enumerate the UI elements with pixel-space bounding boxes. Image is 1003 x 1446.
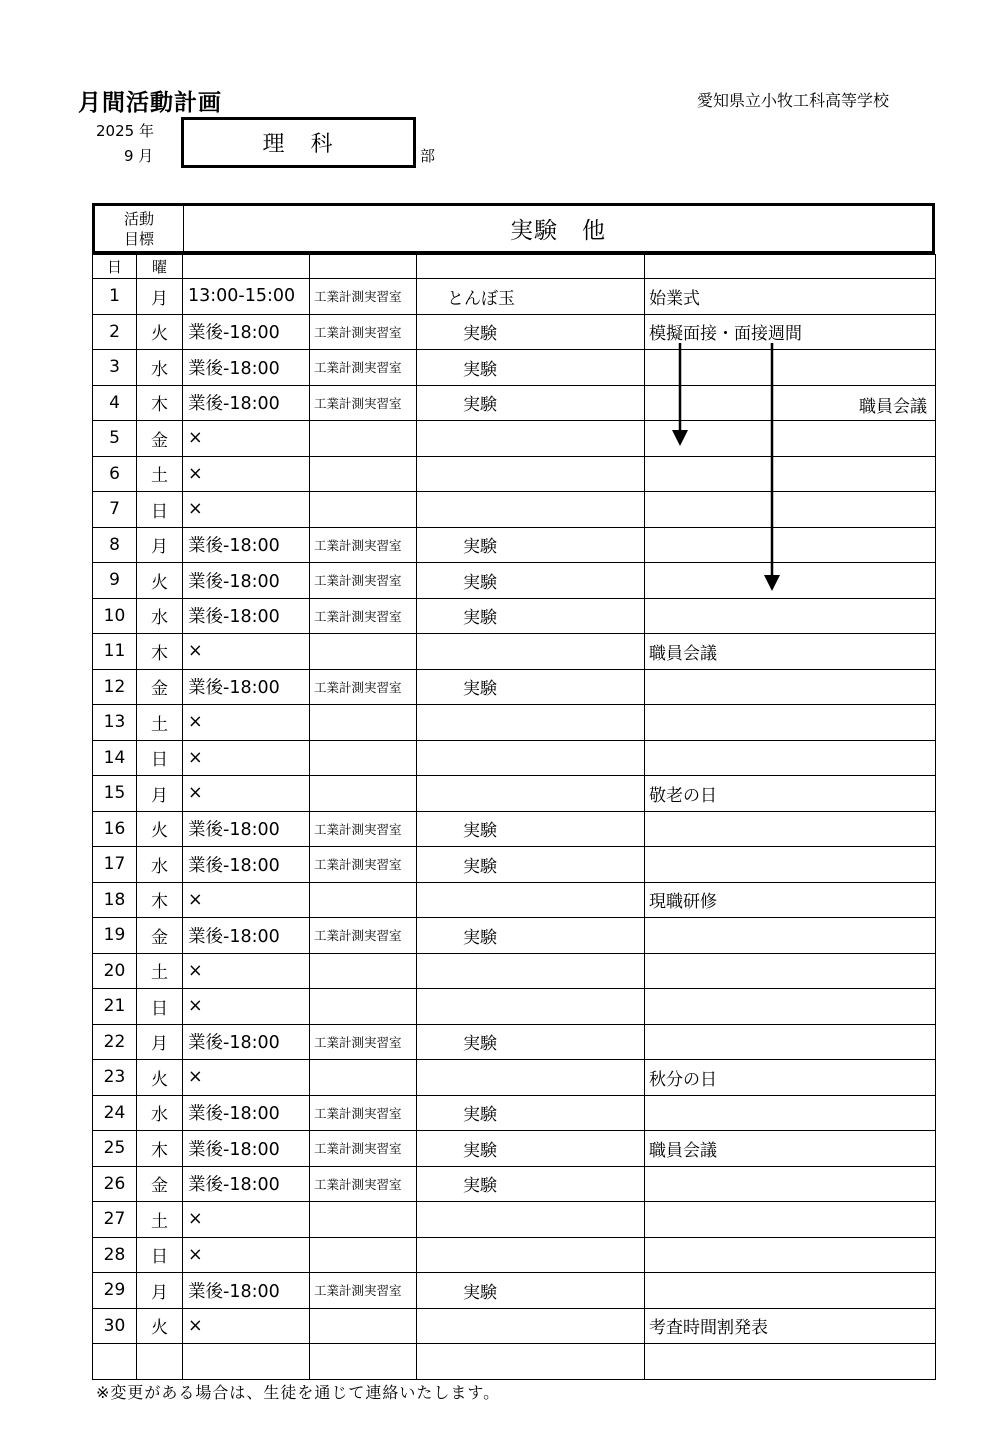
place-cell [310, 456, 417, 492]
event-cell: 職員会議 [645, 634, 936, 670]
day-cell: 10 [93, 598, 137, 634]
header-place [310, 255, 417, 279]
day-cell: 26 [93, 1166, 137, 1202]
event-cell [645, 527, 936, 563]
time-cell: 業後-18:00 [183, 811, 310, 847]
weekday-cell: 水 [137, 847, 183, 883]
activity-cell [417, 1060, 645, 1096]
weekday-cell: 火 [137, 1060, 183, 1096]
event-cell: 職員会議 [645, 1131, 936, 1167]
day-cell: 23 [93, 1060, 137, 1096]
year-label: 2025 年 [96, 122, 154, 140]
table-row [93, 918, 936, 954]
table-row [93, 811, 936, 847]
place-cell [310, 1308, 417, 1344]
day-cell: 25 [93, 1131, 137, 1167]
event-cell [645, 350, 936, 386]
table-row [93, 669, 936, 705]
activity-cell [417, 705, 645, 741]
table-row [93, 385, 936, 421]
place-cell [310, 1202, 417, 1238]
weekday-cell: 金 [137, 421, 183, 457]
time-cell: × [183, 421, 310, 457]
weekday-cell: 火 [137, 1308, 183, 1344]
event-cell [645, 456, 936, 492]
day-cell: 4 [93, 385, 137, 421]
event-cell: 秋分の日 [645, 1060, 936, 1096]
weekday-cell [137, 1344, 183, 1380]
table-row [93, 563, 936, 599]
month-label: 9 月 [124, 147, 154, 165]
time-cell: 業後-18:00 [183, 598, 310, 634]
time-cell: 13:00-15:00 [183, 279, 310, 315]
day-cell: 22 [93, 1024, 137, 1060]
place-cell: 工業計測実習室 [310, 314, 417, 350]
day-cell: 24 [93, 1095, 137, 1131]
day-cell: 7 [93, 492, 137, 528]
table-row [93, 705, 936, 741]
place-cell [310, 1237, 417, 1273]
day-cell: 9 [93, 563, 137, 599]
event-cell [645, 1095, 936, 1131]
activity-cell: 実験 [417, 350, 645, 386]
table-row [93, 492, 936, 528]
activity-cell [417, 882, 645, 918]
weekday-cell: 日 [137, 492, 183, 528]
place-cell: 工業計測実習室 [310, 350, 417, 386]
time-cell: × [183, 456, 310, 492]
event-cell [645, 989, 936, 1025]
day-cell: 11 [93, 634, 137, 670]
weekday-cell: 水 [137, 598, 183, 634]
table-row [93, 350, 936, 386]
activity-cell: 実験 [417, 563, 645, 599]
activity-cell: 実験 [417, 314, 645, 350]
activity-cell: 実験 [417, 811, 645, 847]
school-name: 愛知県立小牧工科高等学校 [697, 91, 890, 110]
place-cell [310, 634, 417, 670]
time-cell: × [183, 989, 310, 1025]
time-cell: × [183, 1308, 310, 1344]
place-cell: 工業計測実習室 [310, 918, 417, 954]
table-row [93, 314, 936, 350]
place-cell [310, 882, 417, 918]
place-cell [310, 492, 417, 528]
table-row [93, 740, 936, 776]
time-cell: 業後-18:00 [183, 314, 310, 350]
time-cell: 業後-18:00 [183, 527, 310, 563]
table-row [93, 847, 936, 883]
weekday-cell: 火 [137, 314, 183, 350]
weekday-cell: 金 [137, 669, 183, 705]
weekday-cell: 土 [137, 705, 183, 741]
day-cell [93, 1344, 137, 1380]
activity-goal-label [95, 206, 184, 251]
weekday-cell: 水 [137, 1095, 183, 1131]
event-cell [645, 421, 936, 457]
time-cell [183, 1344, 310, 1380]
weekday-cell: 火 [137, 811, 183, 847]
table-row [93, 421, 936, 457]
event-cell [645, 598, 936, 634]
side-note-staff-meeting: 職員会議 [859, 397, 927, 417]
time-cell: 業後-18:00 [183, 918, 310, 954]
event-cell [645, 1024, 936, 1060]
place-cell: 工業計測実習室 [310, 563, 417, 599]
activity-goal-box [92, 203, 935, 254]
schedule-table-body [93, 255, 936, 1380]
time-cell: × [183, 1202, 310, 1238]
weekday-cell: 金 [137, 1166, 183, 1202]
table-row [93, 1166, 936, 1202]
event-cell [645, 669, 936, 705]
weekday-cell: 日 [137, 740, 183, 776]
activity-cell [417, 1237, 645, 1273]
day-cell: 8 [93, 527, 137, 563]
time-cell: × [183, 1060, 310, 1096]
place-cell [310, 421, 417, 457]
event-cell [645, 1237, 936, 1273]
header-weekday: 曜 [137, 255, 183, 279]
table-row [93, 776, 936, 812]
time-cell: × [183, 492, 310, 528]
place-cell: 工業計測実習室 [310, 598, 417, 634]
event-cell [645, 1273, 936, 1309]
place-cell: 工業計測実習室 [310, 811, 417, 847]
time-cell: 業後-18:00 [183, 669, 310, 705]
event-cell: 敬老の日 [645, 776, 936, 812]
place-cell [310, 740, 417, 776]
time-cell: × [183, 740, 310, 776]
place-cell: 工業計測実習室 [310, 1095, 417, 1131]
day-cell: 1 [93, 279, 137, 315]
event-cell [645, 1166, 936, 1202]
table-row [93, 953, 936, 989]
activity-cell [417, 1344, 645, 1380]
place-cell: 工業計測実習室 [310, 1131, 417, 1167]
event-cell [645, 1344, 936, 1380]
time-cell: 業後-18:00 [183, 847, 310, 883]
place-cell: 工業計測実習室 [310, 669, 417, 705]
table-row [93, 1095, 936, 1131]
event-cell: 考査時間割発表 [645, 1308, 936, 1344]
time-cell: 業後-18:00 [183, 1024, 310, 1060]
time-cell: × [183, 776, 310, 812]
day-cell: 6 [93, 456, 137, 492]
table-row [93, 1060, 936, 1096]
day-cell: 29 [93, 1273, 137, 1309]
weekday-cell: 土 [137, 456, 183, 492]
day-cell: 16 [93, 811, 137, 847]
weekday-cell: 土 [137, 953, 183, 989]
day-cell: 18 [93, 882, 137, 918]
activity-cell [417, 1308, 645, 1344]
weekday-cell: 月 [137, 1024, 183, 1060]
weekday-cell: 火 [137, 563, 183, 599]
place-cell [310, 953, 417, 989]
day-cell: 21 [93, 989, 137, 1025]
activity-cell [417, 740, 645, 776]
department-suffix: 部 [420, 147, 436, 165]
activity-cell [417, 456, 645, 492]
activity-cell [417, 421, 645, 457]
place-cell: 工業計測実習室 [310, 527, 417, 563]
header-day: 日 [93, 255, 137, 279]
activity-cell: 実験 [417, 1024, 645, 1060]
table-row [93, 1273, 936, 1309]
day-cell: 30 [93, 1308, 137, 1344]
place-cell: 工業計測実習室 [310, 1024, 417, 1060]
activity-cell: 実験 [417, 527, 645, 563]
activity-cell: 実験 [417, 847, 645, 883]
table-row [93, 1237, 936, 1273]
event-cell: 始業式 [645, 279, 936, 315]
event-cell: 模擬面接・面接週間 [645, 314, 936, 350]
time-cell: 業後-18:00 [183, 1166, 310, 1202]
place-cell: 工業計測実習室 [310, 1166, 417, 1202]
weekday-cell: 水 [137, 350, 183, 386]
place-cell: 工業計測実習室 [310, 1273, 417, 1309]
table-row [93, 882, 936, 918]
weekday-cell: 金 [137, 918, 183, 954]
time-cell: 業後-18:00 [183, 1131, 310, 1167]
event-cell [645, 563, 936, 599]
activity-cell [417, 634, 645, 670]
activity-cell: 実験 [417, 1166, 645, 1202]
table-row [93, 989, 936, 1025]
time-cell: × [183, 1237, 310, 1273]
activity-cell: 実験 [417, 669, 645, 705]
day-cell: 2 [93, 314, 137, 350]
table-row [93, 456, 936, 492]
day-cell: 20 [93, 953, 137, 989]
time-cell: × [183, 953, 310, 989]
place-cell: 工業計測実習室 [310, 847, 417, 883]
activity-goal-text: 実験 他 [510, 218, 606, 244]
weekday-cell: 木 [137, 385, 183, 421]
activity-cell: 実験 [417, 918, 645, 954]
event-cell [645, 1202, 936, 1238]
activity-cell [417, 776, 645, 812]
table-row [93, 1344, 936, 1380]
event-cell [645, 953, 936, 989]
weekday-cell: 木 [137, 1131, 183, 1167]
event-cell [645, 492, 936, 528]
time-cell: × [183, 882, 310, 918]
activity-cell [417, 492, 645, 528]
event-cell [645, 811, 936, 847]
day-cell: 19 [93, 918, 137, 954]
time-cell: 業後-18:00 [183, 350, 310, 386]
weekday-cell: 日 [137, 989, 183, 1025]
weekday-cell: 月 [137, 1273, 183, 1309]
event-cell [645, 740, 936, 776]
place-cell: 工業計測実習室 [310, 385, 417, 421]
day-cell: 13 [93, 705, 137, 741]
weekday-cell: 月 [137, 776, 183, 812]
event-cell: 現職研修 [645, 882, 936, 918]
day-cell: 27 [93, 1202, 137, 1238]
table-row [93, 279, 936, 315]
table-row [93, 634, 936, 670]
event-cell [645, 918, 936, 954]
place-cell [310, 776, 417, 812]
weekday-cell: 木 [137, 634, 183, 670]
weekday-cell: 木 [137, 882, 183, 918]
weekday-cell: 月 [137, 527, 183, 563]
weekday-cell: 土 [137, 1202, 183, 1238]
place-cell [310, 989, 417, 1025]
time-cell: 業後-18:00 [183, 385, 310, 421]
place-cell: 工業計測実習室 [310, 279, 417, 315]
weekday-cell: 月 [137, 279, 183, 315]
table-header-row [93, 255, 936, 279]
table-row [93, 598, 936, 634]
place-cell [310, 705, 417, 741]
schedule-table [92, 254, 936, 1380]
goal-label-line1: 活動 [123, 209, 154, 228]
activity-cell [417, 1202, 645, 1238]
day-cell: 5 [93, 421, 137, 457]
time-cell: 業後-18:00 [183, 563, 310, 599]
activity-cell [417, 953, 645, 989]
weekday-cell: 日 [137, 1237, 183, 1273]
table-row [93, 1024, 936, 1060]
day-cell: 15 [93, 776, 137, 812]
day-cell: 14 [93, 740, 137, 776]
table-row [93, 1202, 936, 1238]
place-cell [310, 1060, 417, 1096]
time-cell: × [183, 705, 310, 741]
time-cell: 業後-18:00 [183, 1273, 310, 1309]
activity-cell [417, 989, 645, 1025]
header-event [645, 255, 936, 279]
goal-label-line2: 目標 [123, 229, 154, 248]
table-row [93, 1131, 936, 1167]
footnote: ※変更がある場合は、生徒を通じて連絡いたします。 [96, 1383, 501, 1402]
department-box: 理 科 [181, 117, 416, 168]
day-cell: 3 [93, 350, 137, 386]
activity-cell: 実験 [417, 1095, 645, 1131]
activity-cell: 実験 [417, 1273, 645, 1309]
event-cell [645, 847, 936, 883]
time-cell: 業後-18:00 [183, 1095, 310, 1131]
day-cell: 17 [93, 847, 137, 883]
time-cell: × [183, 634, 310, 670]
activity-cell: 実験 [417, 1131, 645, 1167]
place-cell [310, 1344, 417, 1380]
day-cell: 12 [93, 669, 137, 705]
activity-cell: 実験 [417, 385, 645, 421]
document-title: 月間活動計画 [78, 90, 222, 116]
day-cell: 28 [93, 1237, 137, 1273]
activity-cell: とんぼ玉 [417, 279, 645, 315]
table-row [93, 527, 936, 563]
table-row [93, 1308, 936, 1344]
header-time [183, 255, 310, 279]
header-activity [417, 255, 645, 279]
event-cell [645, 705, 936, 741]
activity-cell: 実験 [417, 598, 645, 634]
